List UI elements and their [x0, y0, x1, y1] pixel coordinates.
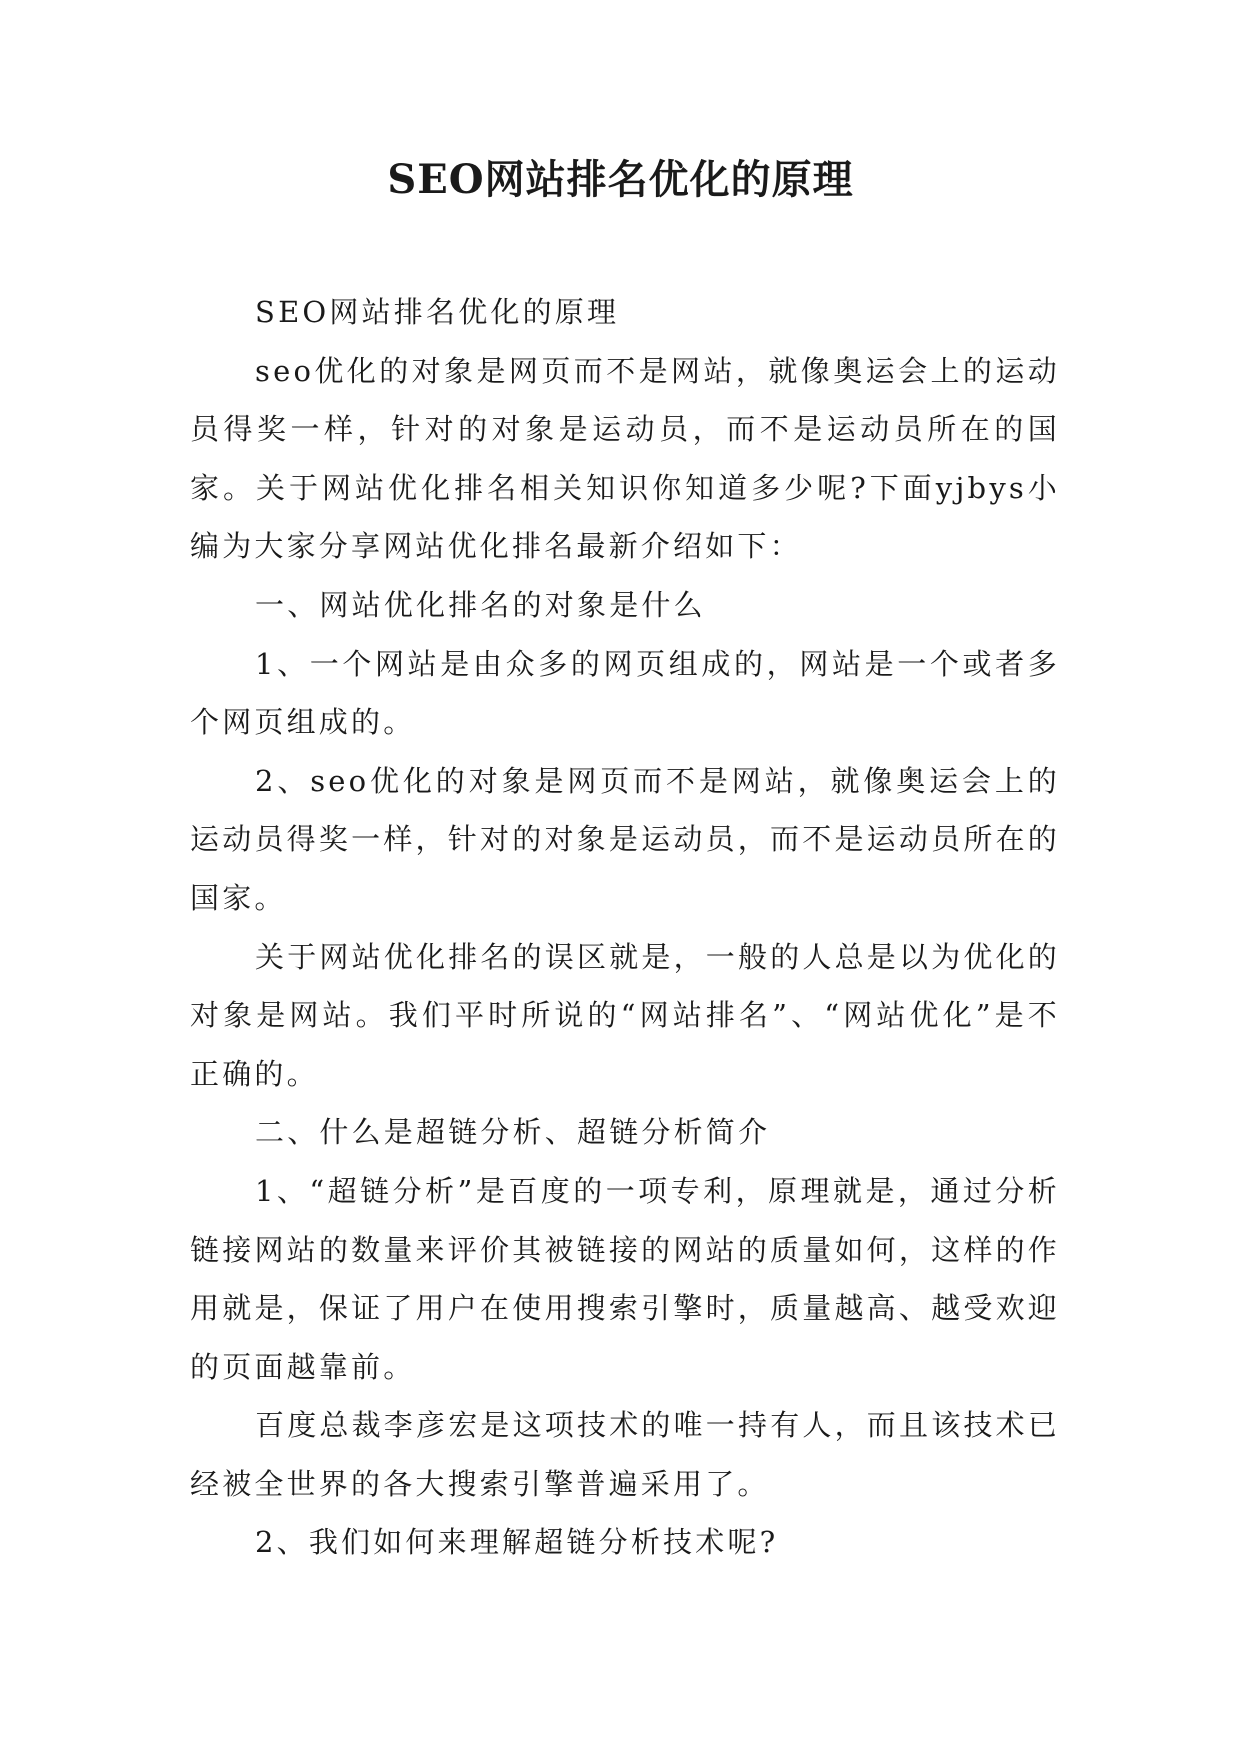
document-body	[190, 283, 1060, 1572]
paragraph-item-2-1: 1、“超链分析”是百度的一项专利，原理就是，通过分析链接网站的数量来评价其被链接的网站的质量如何，这样的作用就是，保证了用户在使用搜索引擎时，质量越高、越受欢迎的页面越靠前。	[190, 1173, 1060, 1384]
paragraph-subtitle: SEO网站排名优化的原理	[255, 295, 620, 329]
section-heading-2: 二、什么是超链分析、超链分析简介	[255, 1115, 771, 1150]
section-heading-1: 一、网站优化排名的对象是什么	[255, 587, 706, 622]
paragraph-item-1-2: 2、seo优化的对象是网页而不是网站，就像奥运会上的运动员得奖一样，针对的对象是运动员，而不是运动员所在的国家。	[190, 763, 1060, 915]
paragraph-misconception: 关于网站优化排名的误区就是，一般的人总是以为优化的对象是网站。我们平时所说的“网站排名”、“网站优化”是不正确的。	[190, 939, 1061, 1091]
paragraph-baidu: 百度总裁李彦宏是这项技术的唯一持有人，而且该技术已经被全世界的各大搜索引擎普遍采用了。	[190, 1408, 1061, 1501]
paragraph-item-2-2: 2、我们如何来理解超链分析技术呢?	[255, 1525, 779, 1560]
document-title: SEO网站排名优化的原理	[387, 156, 854, 203]
paragraph-intro: seo优化的对象是网页而不是网站，就像奥运会上的运动员得奖一样，针对的对象是运动员，而不是运动员所在的国家。关于网站优化排名相关知识你知道多少呢?下面yjbys小编为大家分享网站优化排名最新介绍如下：	[190, 353, 1060, 564]
paragraph-item-1-1: 1、一个网站是由众多的网页组成的，网站是一个或者多个网页组成的。	[190, 646, 1060, 740]
